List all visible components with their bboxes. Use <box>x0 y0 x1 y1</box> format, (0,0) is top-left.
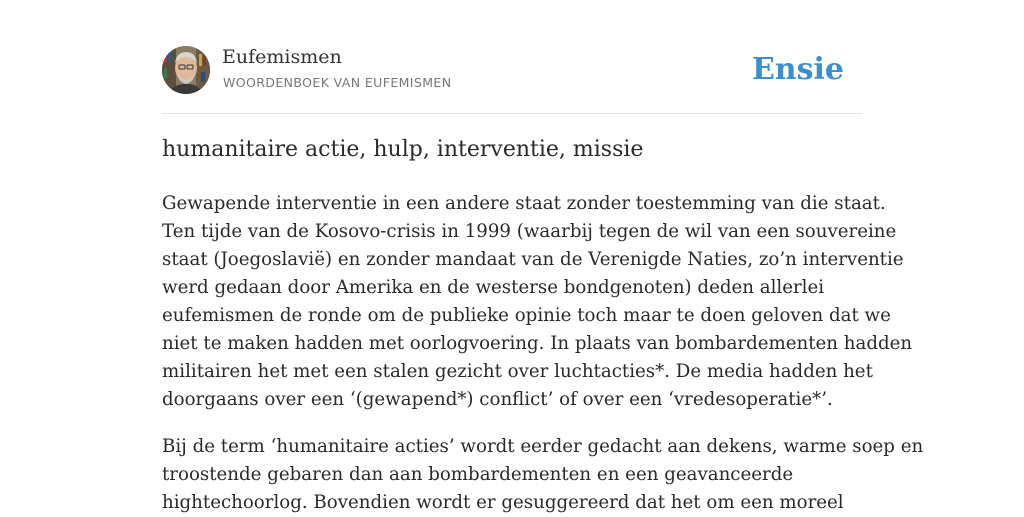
paragraph-line: hightechoorlog. Bovendien wordt er gesuggereerd dat het om een moreel <box>162 492 844 513</box>
paragraph-line: Bij de term ‘humanitaire acties’ wordt eerder gedacht aan dekens, warme soep en <box>162 436 924 457</box>
paragraph-line: militairen het met een stalen gezicht over luchtacties*. De media hadden het <box>162 361 873 382</box>
entry-title: humanitaire actie, hulp, interventie, missie <box>162 137 644 162</box>
paragraph-line: eufemismen de ronde om de publieke opinie toch maar te doen geloven dat we <box>162 305 891 326</box>
header <box>162 46 862 96</box>
brand-logo-link[interactable]: Ensie <box>751 52 844 87</box>
paragraph-line: niet te maken hadden met oorlogvoering. In plaats van bombardementen hadden <box>162 333 913 354</box>
paragraph-line: Gewapende interventie in een andere staat zonder toestemming van die staat. <box>162 193 886 214</box>
paragraph-line: werd gedaan door Amerika en de westerse bondgenoten) deden allerlei <box>162 277 825 298</box>
avatar-photo-icon <box>162 46 210 94</box>
paragraph-line: troostende gebaren dan aan bombardementen en een geavanceerde <box>162 464 794 485</box>
header-divider <box>162 113 862 114</box>
paragraph-line: staat (Joegoslavië) en zonder mandaat van de Verenigde Naties, zo’n interventie <box>162 249 904 270</box>
paragraph-line: doorgaans over een ‘(gewapend*) conflict’ of over een ‘vredesoperatie*’. <box>162 389 833 410</box>
paragraph-line: Ten tijde van de Kosovo-crisis in 1999 (waarbij tegen de wil van een souvereine <box>162 221 897 242</box>
entry-paragraph-2 <box>162 433 924 517</box>
author-avatar[interactable] <box>162 46 210 94</box>
author-name[interactable]: Eufemismen <box>222 46 342 68</box>
author-subtitle[interactable]: WOORDENBOEK VAN EUFEMISMEN <box>223 75 452 90</box>
entry-paragraph-1 <box>162 190 913 414</box>
